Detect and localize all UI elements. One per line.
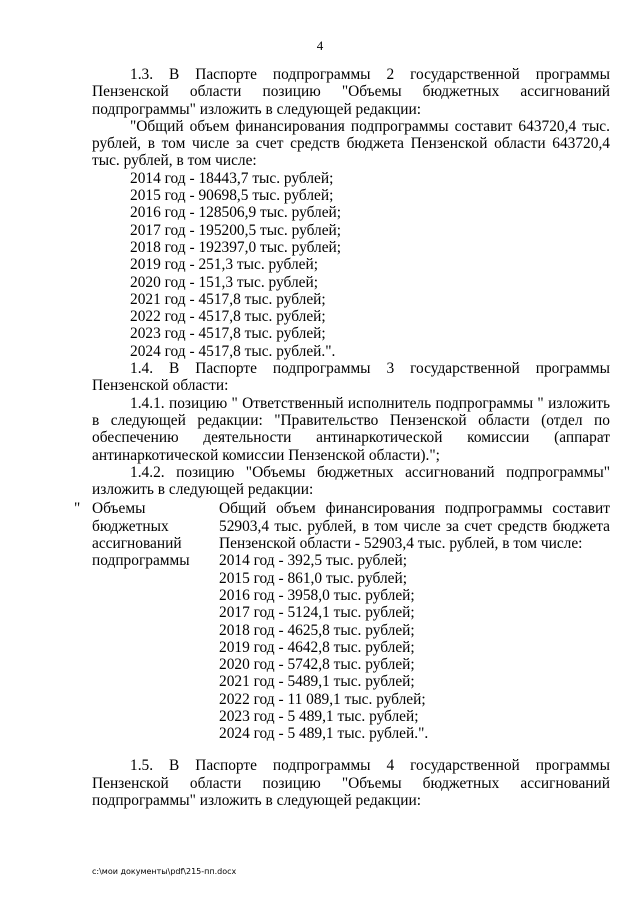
year-line: 2023 год - 5 489,1 тыс. рублей; xyxy=(219,707,419,725)
table-right-cell xyxy=(219,500,610,742)
section-1-4-2-paragraph: 1.4.2. позицию "Объемы бюджетных ассигнований подпрограммы" изложить в следующей редакции: xyxy=(92,463,610,499)
year-line: 2019 год - 4642,8 тыс. рублей; xyxy=(219,638,415,656)
year-line: 2020 год - 5742,8 тыс. рублей; xyxy=(219,656,415,674)
section-1-3-quote: "Общий объем финансирования подпрограммы составит 643720,4 тыс. рублей, в том числе за счет средств бюджета Пензенской области 643720,4 тыс. рублей, в том числе: xyxy=(92,117,610,170)
section-1-4-paragraph: 1.4. В Паспорте подпрограммы 3 государственной программы Пензенской области: xyxy=(92,360,610,395)
budget-allocation-table xyxy=(74,500,610,746)
year-line: 2014 год - 18443,7 тыс. рублей; xyxy=(130,169,334,187)
year-line: 2018 год - 192397,0 тыс. рублей; xyxy=(130,238,342,256)
year-line: 2022 год - 11 089,1 тыс. рублей; xyxy=(219,690,426,708)
document-body xyxy=(74,66,610,810)
year-line: 2015 год - 861,0 тыс. рублей; xyxy=(219,569,407,587)
year-line: 2017 год - 5124,1 тыс. рублей; xyxy=(219,604,415,622)
year-line: 2024 год - 4517,8 тыс. рублей.". xyxy=(130,342,336,360)
year-line: 2021 год - 4517,8 тыс. рублей; xyxy=(130,290,326,308)
year-line: 2019 год - 251,3 тыс. рублей; xyxy=(130,256,318,274)
year-line: 2016 год - 128506,9 тыс. рублей; xyxy=(130,204,342,222)
year-line: 2021 год - 5489,1 тыс. рублей; xyxy=(219,673,415,691)
table-intro-text: Общий объем финансирования подпрограммы составит 52903,4 тыс. рублей, в том числе за счет средств бюджета Пензенской области - 52903,4 тыс. рублей, в том числе: xyxy=(219,500,610,553)
year-line: 2020 год - 151,3 тыс. рублей; xyxy=(130,273,318,291)
year-line: 2016 год - 3958,0 тыс. рублей; xyxy=(219,586,415,604)
year-line: 2023 год - 4517,8 тыс. рублей; xyxy=(130,325,326,343)
file-path-footer: c:\мои документы\pdf\215-пп.docx xyxy=(92,867,237,876)
section-1-3-paragraph: 1.3. В Паспорте подпрограммы 2 государственной программы Пензенской области позицию "Объемы бюджетных ассигнований подпрограммы" изложить в следующей редакции: xyxy=(92,66,610,118)
section-1-3-year-list xyxy=(92,170,610,360)
table-left-label: Объемы бюджетных ассигнований подпрограммы xyxy=(92,500,190,570)
year-line: 2017 год - 195200,5 тыс. рублей; xyxy=(130,221,342,239)
year-line: 2018 год - 4625,8 тыс. рублей; xyxy=(219,621,415,639)
year-line: 2022 год - 4517,8 тыс. рублей; xyxy=(130,308,326,326)
section-1-4-1-paragraph: 1.4.1. позицию " Ответственный исполнитель подпрограммы " изложить в следующей редакции: "Правительство Пензенской области (отдел по обеспечению деятельности антинаркотической комиссии (аппарат антинаркотической комиссии Пензенской области)."; xyxy=(92,394,610,464)
year-line: 2015 год - 90698,5 тыс. рублей; xyxy=(130,187,334,205)
page-number: 4 xyxy=(316,38,324,53)
year-line: 2024 год - 5 489,1 тыс. рублей.". xyxy=(219,725,429,743)
year-line: 2014 год - 392,5 тыс. рублей; xyxy=(219,552,407,570)
section-1-5-paragraph: 1.5. В Паспорте подпрограммы 4 государственной программы Пензенской области позицию "Объемы бюджетных ассигнований подпрограммы" изложить в следующей редакции: xyxy=(92,757,610,810)
opening-quote-mark: " xyxy=(74,500,81,518)
